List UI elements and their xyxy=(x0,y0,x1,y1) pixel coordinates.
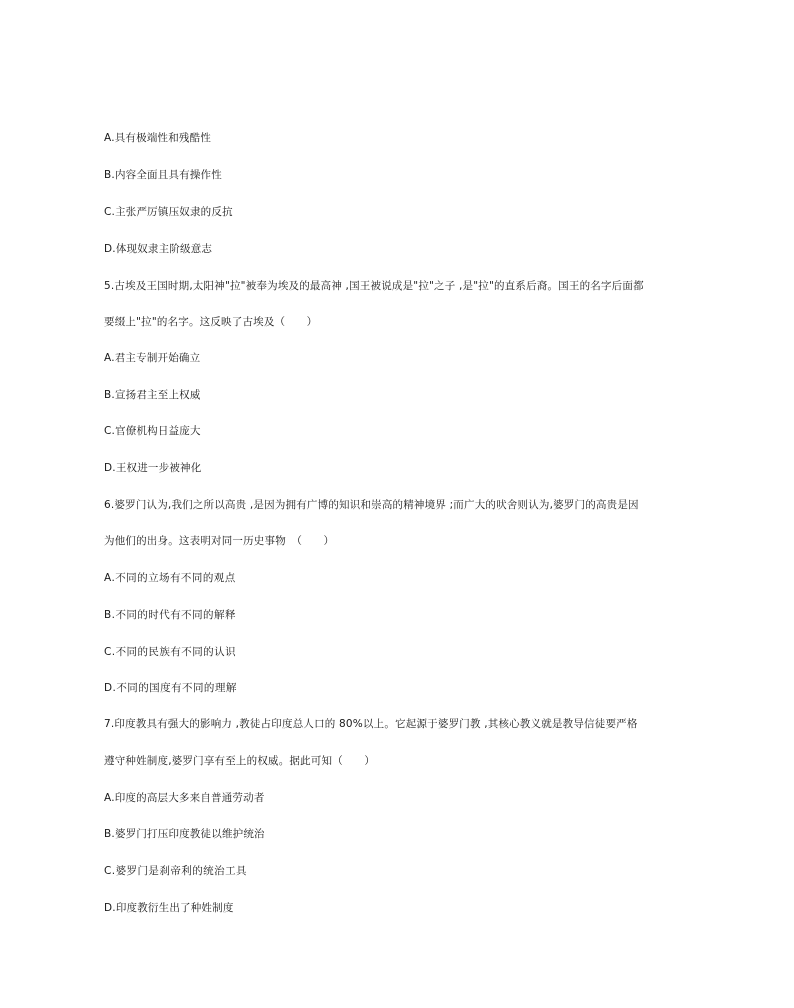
q6-option-d: D.不同的国度有不同的理解 xyxy=(104,682,237,694)
q7-option-a: A.印度的高层大多来自普通劳动者 xyxy=(104,792,265,804)
q6-stem-line2: 为他们的出身。这表明对同一历史事物 （ ） xyxy=(104,535,335,547)
q6-option-c: C.不同的民族有不同的认识 xyxy=(104,646,237,658)
q5-option-a: A.君主专制开始确立 xyxy=(104,352,201,364)
q7-stem-line2: 遵守种姓制度,婆罗门享有至上的权威。据此可知（ ） xyxy=(104,755,376,767)
q4-option-d: D.体现奴隶主阶级意志 xyxy=(104,243,213,255)
q4-option-b: B.内容全面且具有操作性 xyxy=(104,169,222,181)
q5-option-d: D.王权进一步被神化 xyxy=(104,462,202,474)
q5-stem-line1: 5.古埃及王国时期,太阳神"拉"被奉为埃及的最高神 ,国王被说成是"拉"之子 ,是"拉"的直系后裔。国王的名字后面都 xyxy=(104,280,644,292)
q5-option-c: C.官僚机构日益庞大 xyxy=(104,425,201,437)
q6-option-b: B.不同的时代有不同的解释 xyxy=(104,609,236,621)
q6-option-a: A.不同的立场有不同的观点 xyxy=(104,572,236,584)
q5-stem-line2: 要缀上"拉"的名字。这反映了古埃及（ ） xyxy=(104,316,318,328)
q7-option-c: C.婆罗门是刹帝利的统治工具 xyxy=(104,865,247,877)
q5-option-b: B.宣扬君主至上权威 xyxy=(104,389,201,401)
q6-stem-line1: 6.婆罗门认为,我们之所以高贵 ,是因为拥有广博的知识和崇高的精神境界 ;而广大的吠舍则认为,婆罗门的高贵是因 xyxy=(104,499,639,511)
q7-stem-line1: 7.印度教具有强大的影响力 ,教徒占印度总人口的 80%以上。它起源于婆罗门教 ,其核心教义就是教导信徒要严格 xyxy=(104,718,638,730)
q7-option-b: B.婆罗门打压印度教徒以维护统治 xyxy=(104,828,265,840)
q4-option-c: C.主张严厉镇压奴隶的反抗 xyxy=(104,206,233,218)
q7-option-d: D.印度教衍生出了种姓制度 xyxy=(104,902,234,914)
q4-option-a: A.具有极端性和残酷性 xyxy=(104,132,212,144)
